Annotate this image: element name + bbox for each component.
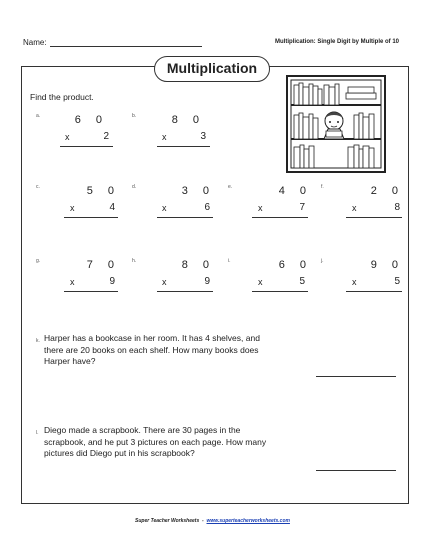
times-sign: x: [352, 277, 357, 287]
problem-d-top: 3 0: [181, 185, 215, 197]
problem-f-top: 2 0: [370, 185, 404, 197]
answer-rule: [157, 146, 210, 147]
answer-line-l[interactable]: [316, 470, 396, 471]
answer-rule: [64, 291, 118, 292]
problem-c-factor: 4: [109, 202, 115, 213]
answer-rule: [157, 217, 213, 218]
name-field-line[interactable]: [50, 46, 202, 47]
times-sign: x: [258, 203, 263, 213]
word-problem-l: Diego made a scrapbook. There are 30 pages in the scrapbook, and he put 3 pictures on each page. How many pictures did Diego put in his scrapbook?: [44, 425, 267, 458]
worksheet-topic: Multiplication: Single Digit by Multiple of 10: [275, 39, 399, 45]
answer-rule: [346, 217, 402, 218]
answer-rule: [346, 291, 402, 292]
problem-j-top: 9 0: [370, 259, 404, 271]
problem-h-top: 8 0: [181, 259, 215, 271]
problem-b-factor: 3: [200, 131, 206, 142]
problem-g-factor: 9: [109, 276, 115, 287]
answer-line-k[interactable]: [316, 376, 396, 377]
problem-e-top: 4 0: [278, 185, 312, 197]
answer-rule: [157, 291, 213, 292]
word-problem-k: Harper has a bookcase in her room. It has 4 shelves, and there are 20 books on each shelf. How many books does Harper have?: [44, 333, 260, 366]
instructions: Find the product.: [30, 92, 94, 102]
answer-rule: [64, 217, 118, 218]
times-sign: x: [162, 277, 167, 287]
problem-label-f: f.: [321, 184, 324, 190]
problem-label-g: g.: [36, 258, 41, 264]
problem-a-factor: 2: [103, 131, 109, 142]
footer: [0, 518, 425, 524]
times-sign: x: [258, 277, 263, 287]
problem-h-factor: 9: [204, 276, 210, 287]
answer-rule: [252, 291, 308, 292]
footer-separator: -: [202, 518, 204, 524]
page-title: Multiplication: [154, 56, 270, 82]
bookcase-illustration-icon: [286, 75, 386, 173]
problem-label-i: i.: [228, 258, 231, 264]
problem-i-top: 6 0: [278, 259, 312, 271]
times-sign: x: [162, 203, 167, 213]
times-sign: x: [162, 132, 167, 142]
times-sign: x: [70, 277, 75, 287]
problem-label-e: e.: [228, 184, 233, 190]
answer-rule: [252, 217, 308, 218]
problem-d-factor: 6: [204, 202, 210, 213]
times-sign: x: [70, 203, 75, 213]
footer-brand: Super Teacher Worksheets: [135, 518, 200, 524]
name-label: Name:: [23, 38, 47, 47]
problem-label-a: a.: [36, 113, 41, 119]
problem-label-c: c.: [36, 184, 40, 190]
problem-label-d: d.: [132, 184, 137, 190]
problem-label-k: k.: [36, 338, 40, 344]
problem-c-top: 5 0: [86, 185, 120, 197]
times-sign: x: [352, 203, 357, 213]
problem-label-j: j.: [321, 258, 324, 264]
problem-a-top: 6 0: [74, 114, 108, 126]
problem-label-b: b.: [132, 113, 137, 119]
problem-label-l: l.: [36, 430, 39, 436]
problem-b-top: 8 0: [171, 114, 205, 126]
footer-url-link[interactable]: www.superteacherworksheets.com: [206, 518, 290, 524]
problem-f-factor: 8: [394, 202, 400, 213]
problem-label-h: h.: [132, 258, 137, 264]
answer-rule: [60, 146, 113, 147]
problem-j-factor: 5: [394, 276, 400, 287]
problem-g-top: 7 0: [86, 259, 120, 271]
problem-e-factor: 7: [299, 202, 305, 213]
problem-i-factor: 5: [299, 276, 305, 287]
times-sign: x: [65, 132, 70, 142]
